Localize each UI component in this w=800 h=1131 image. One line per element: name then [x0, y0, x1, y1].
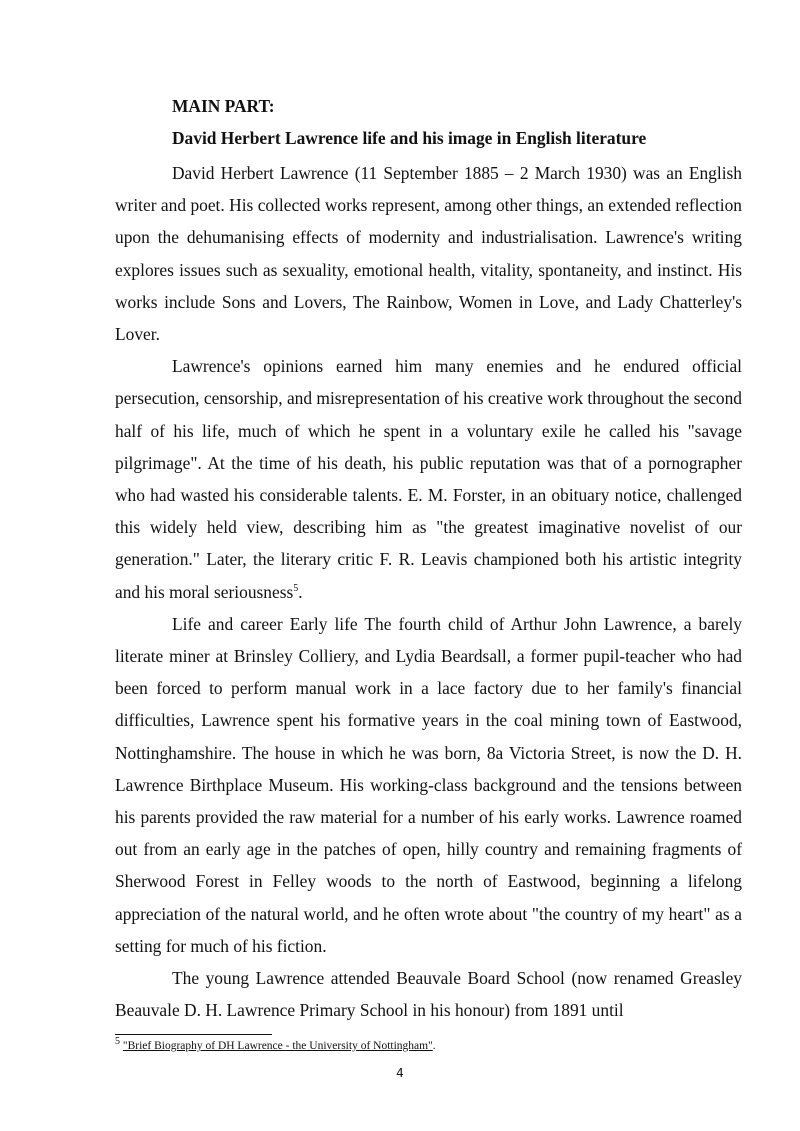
footnote-reference[interactable]: 5 [293, 582, 299, 594]
body-text [115, 157, 742, 1026]
section-heading: MAIN PART: [172, 96, 275, 116]
paragraph-2 [115, 350, 742, 608]
paragraph-2-text: Lawrence's opinions earned him many enemies and he endured official persecution, censorship, and misrepresentation of his creative work throughout the second half of his life, much of which he spent in a voluntary exile he called his "savage pilgrimage". At the time of his death, his public reputation was that of a pornographer who had wasted his considerable talents. E. M. Forster, in an obituary notice, challenged this widely held view, describing him as "the greatest imaginative novelist of our generation." Later, the literary critic F. R. Leavis championed both his artistic integrity and his moral seriousness [115, 356, 742, 602]
footnote-divider [115, 1034, 272, 1035]
paragraph-2-end: . [298, 581, 303, 602]
paragraph-3: Life and career Early life The fourth child of Arthur John Lawrence, a barely literate miner at Brinsley Colliery, and Lydia Beardsall, a former pupil-teacher who had been forced to perform manual work in a lace factory due to her family's financial difficulties, Lawrence spent his formative years in the coal mining town of Eastwood, Nottinghamshire. The house in which he was born, 8a Victoria Street, is now the D. H. Lawrence Birthplace Museum. His working-class background and the tensions between his parents provided the raw material for a number of his early works. Lawrence roamed out from an early age in the patches of open, hilly country and remaining fragments of Sherwood Forest in Felley woods to the north of Eastwood, beginning a lifelong appreciation of the natural world, and he often wrote about "the country of my heart" as a setting for much of his fiction. [115, 613, 742, 956]
footnote-trail: . [432, 1040, 436, 1052]
footnote-number: 5 [115, 1036, 120, 1048]
paragraph-1: David Herbert Lawrence (11 September 1885 – 2 March 1930) was an English writer and poet. His collected works represent, among other things, an extended reflection upon the dehumanising effects of modernity and industrialisation. Lawrence's writing explores issues such as sexuality, emotional health, vitality, spontaneity, and instinct. His works include Sons and Lovers, The Rainbow, Women in Love, and Lady Chatterley's Lover. [115, 163, 742, 345]
paragraph-4: The young Lawrence attended Beauvale Board School (now renamed Greasley Beauvale D. H. Lawrence Primary School in his honour) from 1891 until [115, 968, 742, 1021]
footnote [115, 1036, 436, 1054]
footnote-link[interactable]: "Brief Biography of DH Lawrence - the University of Nottingham" [122, 1040, 433, 1052]
page-number: 4 [396, 1066, 404, 1080]
page-title: David Herbert Lawrence life and his image in English literature [172, 128, 647, 148]
